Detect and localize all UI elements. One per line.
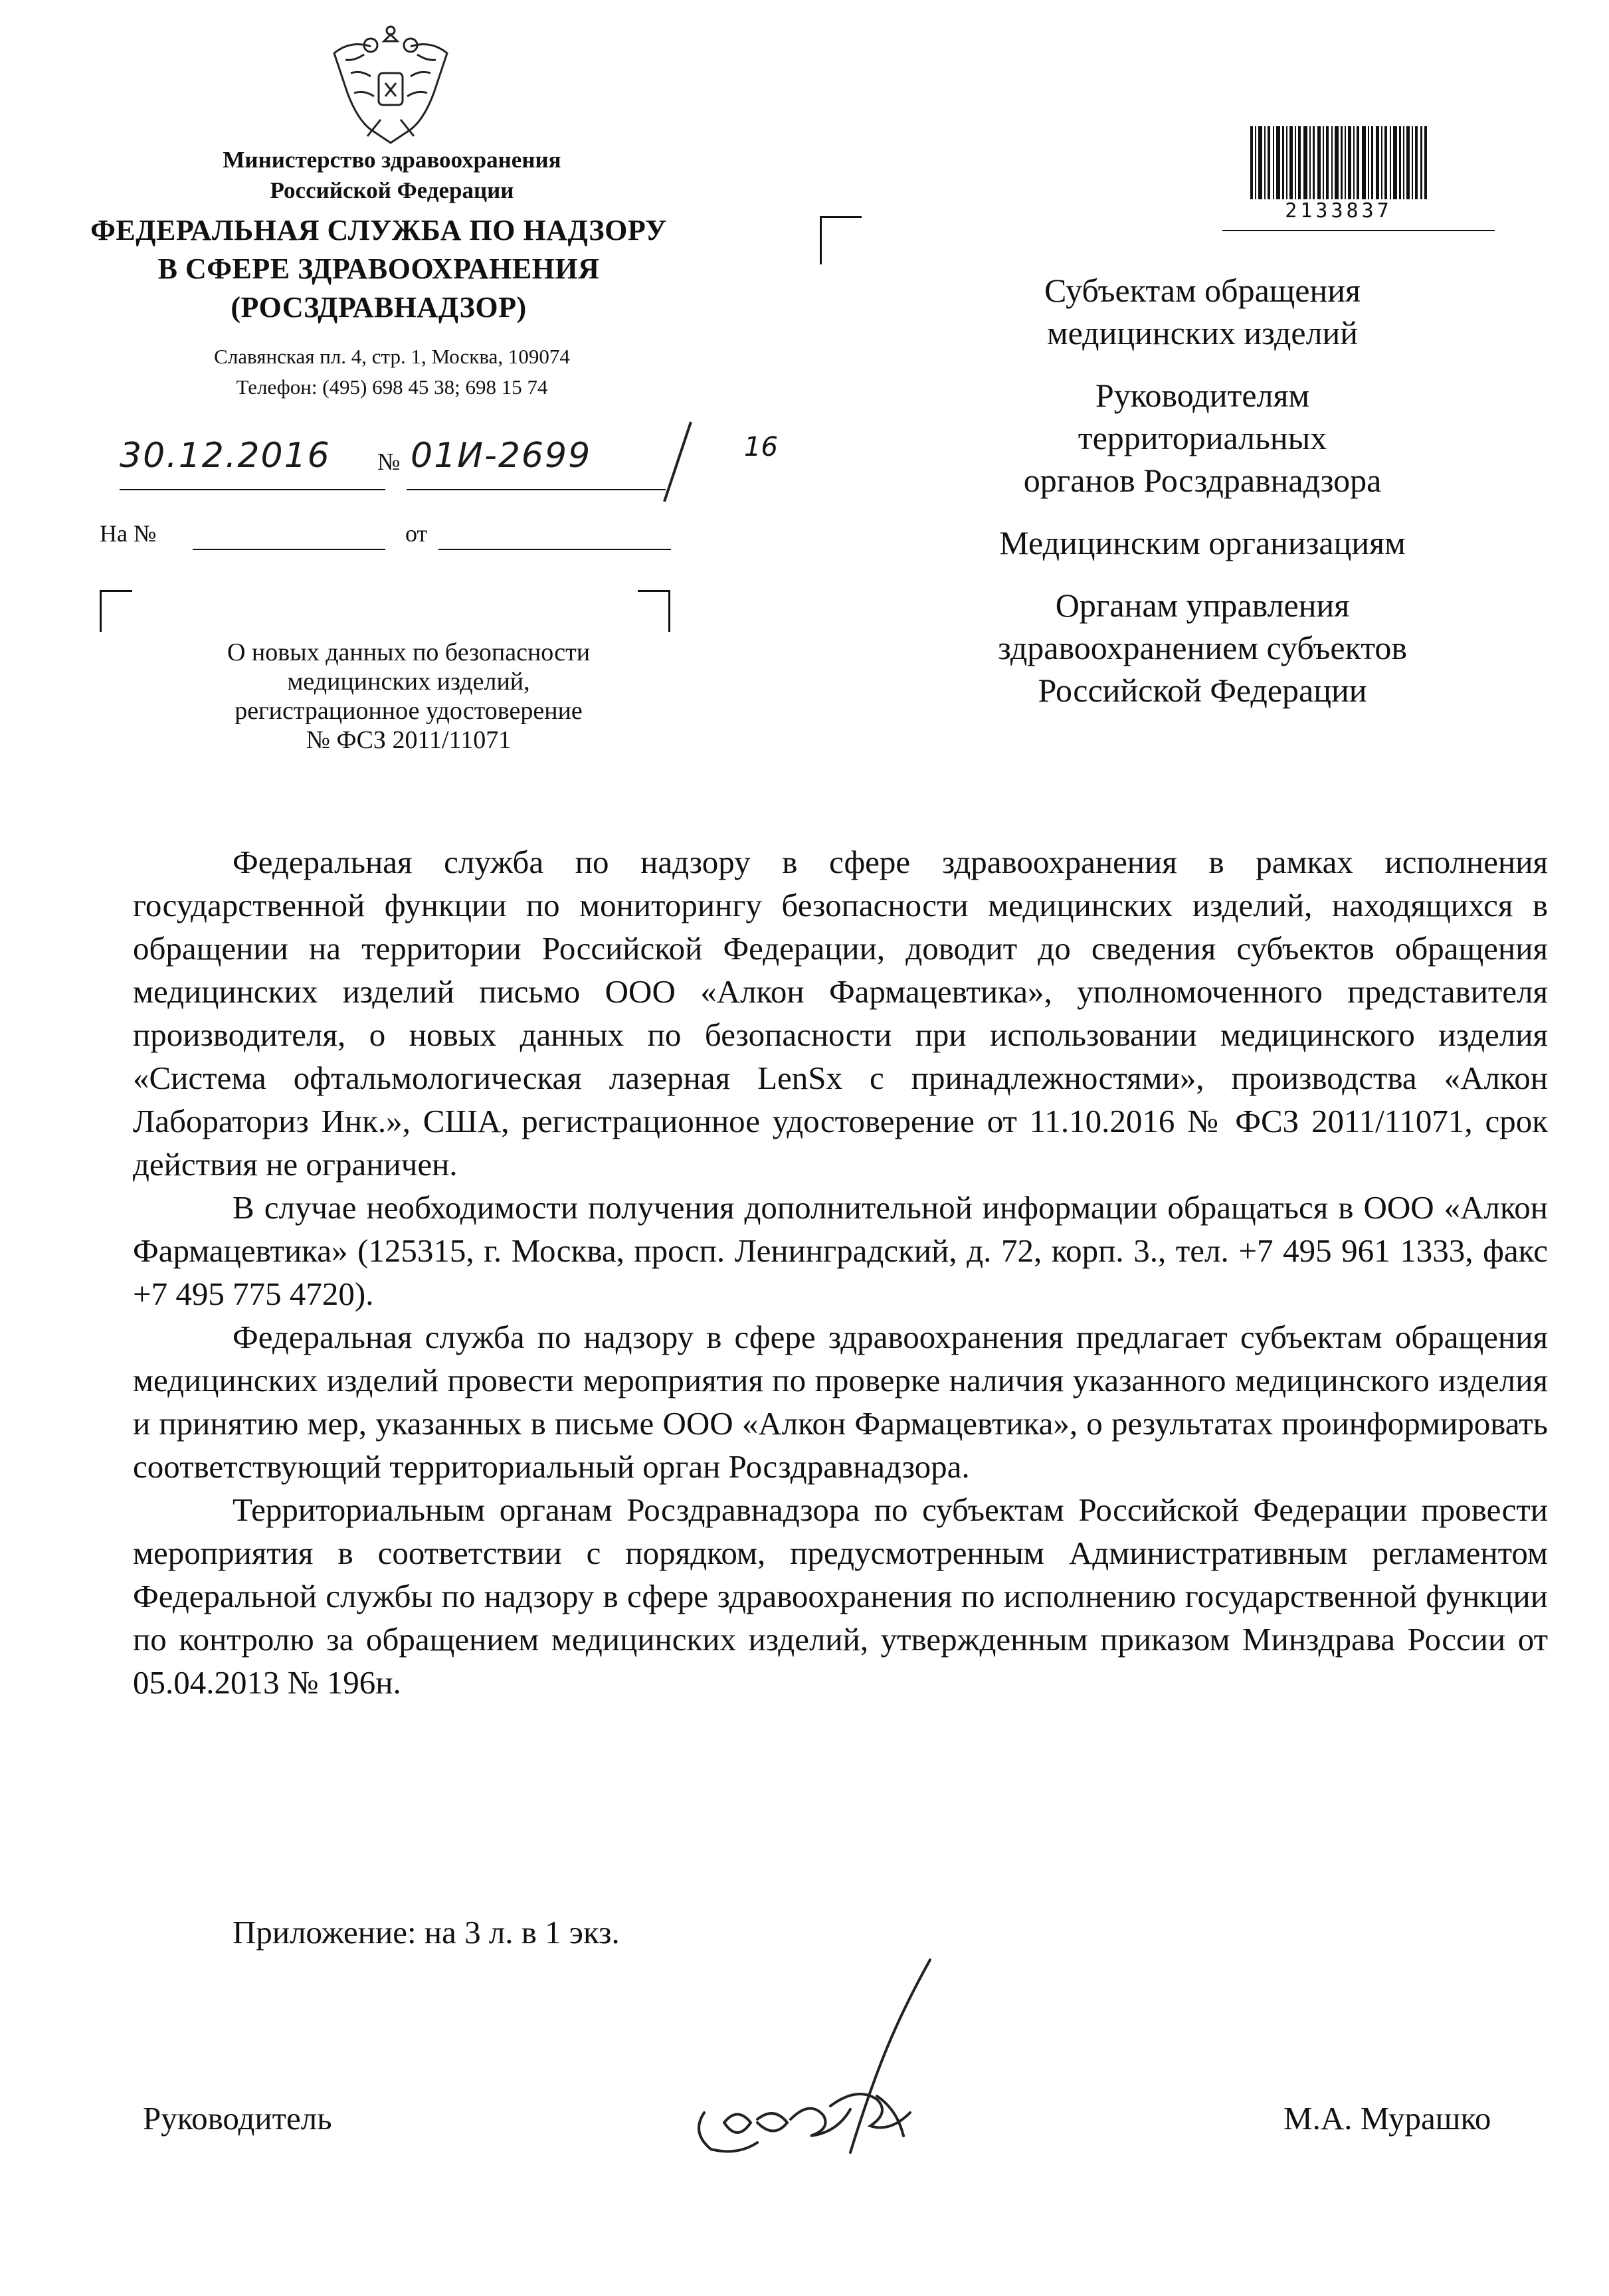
date-underline: [120, 489, 385, 490]
phone-line: Телефон: (495) 698 45 38; 698 15 74: [236, 375, 548, 399]
recipient-line: Медицинским организациям: [999, 524, 1406, 561]
registration-date: 30.12.2016: [120, 436, 331, 476]
address-line: Славянская пл. 4, стр. 1, Москва, 109074: [214, 345, 570, 368]
recipients-block: [864, 269, 1541, 731]
ministry-line: Российской Федерации: [270, 177, 514, 203]
subject-corner-right: [638, 590, 670, 632]
recipient-group: [864, 269, 1541, 354]
service-line: В СФЕРЕ ЗДРАВООХРАНЕНИЯ: [157, 252, 600, 285]
service-line: ФЕДЕРАЛЬНАЯ СЛУЖБА ПО НАДЗОРУ: [90, 214, 667, 246]
service-line: (РОСЗДРАВНАДЗОР): [231, 291, 527, 324]
registration-number: 01И-2699: [411, 436, 592, 476]
recipient-line: территориальных: [1078, 419, 1327, 456]
body-paragraph: В случае необходимости получения дополнительной информации обращаться в ООО «Алкон Фармацевтика» (125315, г. Москва, просп. Ленинградский, д. 72, корп. 3., тел. +7 495 961 1333, факс +7 495 775 4720).: [133, 1189, 1548, 1312]
subject-line: регистрационное удостоверение: [235, 697, 583, 725]
letter-body: [133, 840, 1548, 1704]
signer-name: М.А. Мурашко: [1283, 2100, 1491, 2137]
subject-text: [133, 638, 684, 755]
registration-year: 16: [744, 432, 778, 462]
subject-line: медицинских изделий,: [287, 668, 530, 696]
ministry-name: [100, 145, 684, 206]
recipient-line: здравоохранением субъектов: [997, 629, 1408, 666]
reply-to-line: [193, 549, 385, 550]
recipient-line: Руководителям: [1095, 377, 1310, 414]
recipient-line: Субъектам обращения: [1044, 272, 1361, 309]
number-underline: [407, 489, 666, 490]
number-sign: №: [377, 448, 401, 475]
body-paragraph: Федеральная служба по надзору в сфере здравоохранения предлагает субъектам обращения медицинских изделий провести мероприятия по проверке наличия указанного медицинского изделия и принятию мер, указанных в письме ООО «Алкон Фармацевтика», о результатах проинформировать соответствующий территориальный орган Росздравнадзора.: [133, 1319, 1548, 1485]
body-paragraph: Федеральная служба по надзору в сфере здравоохранения в рамках исполнения государственной функции по мониторингу безопасности медицинских изделий, находящихся в обращении на территории Российской Федерации, доводит до сведения субъектов обращения медицинских изделий письмо ООО «Алкон Фармацевтика», уполномоченного представителя производителя, о новых данных по безопасности при использовании медицинского изделия «Система офтальмологическая лазерная LenSx с принадлежностями», производства «Алкон Лабораториз Инк.», США, регистрационное удостоверение от 11.10.2016 № ФСЗ 2011/11071, срок действия не ограничен.: [133, 844, 1548, 1183]
reply-to-label: На №: [100, 520, 157, 547]
from-line: [438, 549, 671, 550]
signer-title: Руководитель: [143, 2100, 332, 2137]
recipient-line: Органам управления: [1055, 587, 1350, 624]
recipient-line: органов Росздравнадзора: [1023, 462, 1382, 499]
handwritten-signature: [678, 1953, 957, 2166]
address-corner: [820, 216, 862, 264]
recipient-group: [864, 374, 1541, 502]
from-label: от: [405, 520, 428, 547]
barcode-underline: [1222, 230, 1495, 231]
letterhead-address: [100, 341, 684, 403]
body-paragraph: Территориальным органам Росздравнадзора по субъектам Российской Федерации провести мероприятия в соответствии с порядком, предусмотренным Административным регламентом Федеральной службы по надзору в сфере здравоохранения по исполнению государственной функции по контролю за обращением медицинских изделий, утвержденным приказом Минздрава России от 05.04.2013 № 196н.: [133, 1491, 1548, 1701]
recipient-line: медицинских изделий: [1046, 314, 1359, 351]
ministry-line: Министерство здравоохранения: [223, 147, 561, 173]
subject-corner-left: [100, 590, 132, 632]
recipient-group: [864, 522, 1541, 564]
subject-line: О новых данных по безопасности: [227, 638, 591, 666]
subject-line: № ФСЗ 2011/11071: [306, 726, 512, 754]
barcode-icon: [1249, 126, 1428, 199]
service-name: [80, 211, 678, 327]
recipient-line: Российской Федерации: [1038, 672, 1367, 709]
attachment-note: Приложение: на 3 л. в 1 экз.: [233, 1914, 620, 1951]
barcode-number: 2133837: [1285, 199, 1392, 223]
recipient-group: [864, 584, 1541, 712]
coat-of-arms-icon: [324, 20, 457, 146]
slash-mark: [658, 419, 698, 505]
